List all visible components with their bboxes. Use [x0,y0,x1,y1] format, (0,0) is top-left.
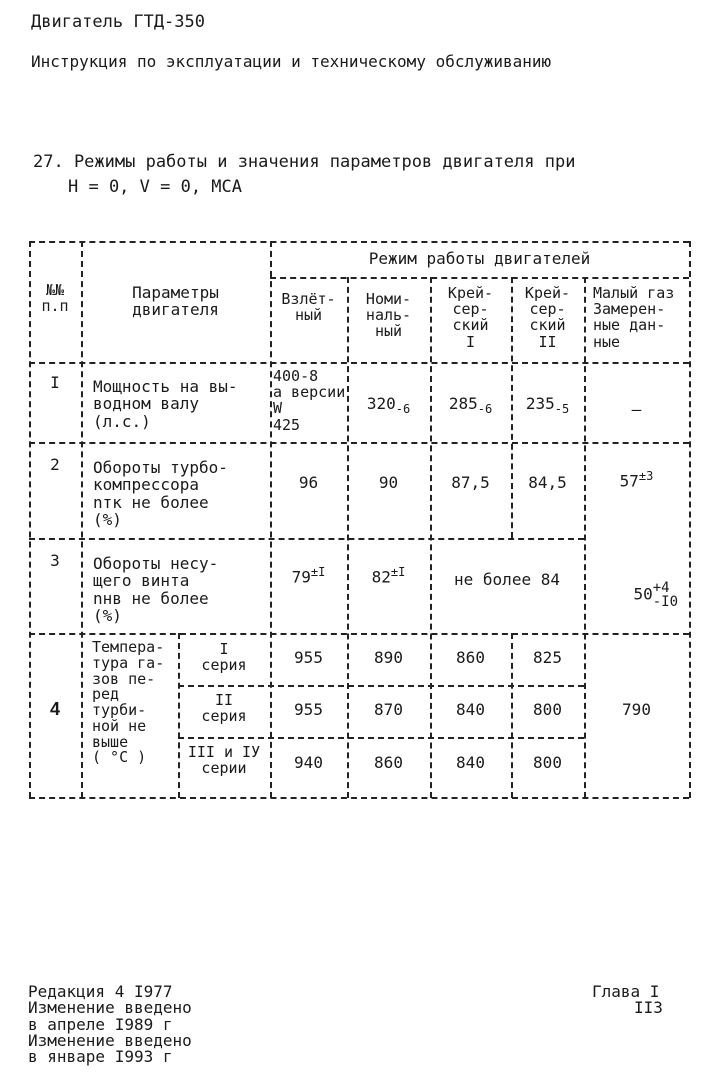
row4-s3-cruise1: 840 [456,753,485,772]
row4-s1-cruise1: 860 [456,648,485,667]
table-divider-series1 [178,685,584,687]
row1-nominal-value: 320 [366,394,396,413]
row3-takeoff-tolerance: ±I [310,565,326,579]
header-num: №№ п.п [41,281,69,316]
manual-title: Инструкция по эксплуатации и техническому обслуживанию [31,52,552,71]
row4-s3-takeoff: 940 [294,753,323,772]
row2-cruise2: 84,5 [528,473,567,492]
row2-takeoff: 96 [298,473,319,492]
revision-notes: Редакция 4 I977 Изменение введено в апреле I989 г Изменение введено в январе I993 г [28,982,192,1067]
row3-idle-tolerance-down: -I0 [652,594,679,611]
row3-nominal-value: 82 [371,567,391,587]
table-divider-row1 [29,442,689,444]
row3-idle [586,564,687,627]
chapter-label: Глава I [592,982,660,1001]
table-border-right [689,241,691,798]
row1-cruise1-tolerance: -6 [477,402,493,417]
row1-cruise1-value: 285 [448,394,478,413]
row1-cruise2-tolerance: -5 [554,402,570,417]
row3-takeoff-value: 79 [291,567,311,587]
header-cruise1: Крей- сер- ский I [447,284,494,351]
row3-nominal-tolerance: ±I [390,565,406,579]
row3-idle-value: 50 [633,584,653,604]
row1-idle: – [631,400,642,419]
row3-cruise: не более 84 [454,570,560,589]
section-conditions: Н = 0, V = 0, МСА [68,177,242,197]
row3-idle-tolerance-up: +4 [652,580,670,597]
table-border-bottom [29,797,689,799]
row3-num: 3 [50,551,60,570]
row1-param: Мощность на вы- водном валу (л.с.) [93,377,238,431]
row4-s2-takeoff: 955 [294,700,323,719]
table-col-nominal [430,277,432,798]
table-divider-row3 [29,633,689,635]
header-modes: Режим работы двигателей [368,249,591,268]
row1-cruise2-value: 235 [525,394,555,413]
row4-idle: 790 [622,700,651,719]
row4-s3-cruise2: 800 [533,753,562,772]
row4-s3-nominal: 860 [374,753,403,772]
table-col-num [81,241,83,798]
header-cruise2: Крей- сер- ский II [524,284,571,351]
header-takeoff: Взлёт- ный [281,290,336,325]
engine-title: Двигатель ГТД-350 [31,12,205,32]
header-param: Параметры двигателя [132,283,219,320]
row1-cruise1 [432,395,509,416]
row4-param: Темпера- тура га- зов пе- ред турби- ной не выше ( °С ) [92,638,165,767]
row4-s2-nominal: 870 [374,700,403,719]
table-divider-row2 [29,538,584,540]
row4-series1: I серия [201,640,247,675]
table-divider-header [29,362,689,364]
table-col-takeoff [347,277,349,798]
row1-num: I [50,373,60,392]
row4-series3: III и IУ серии [187,743,261,778]
row2-nominal: 90 [378,473,399,492]
row1-cruise2 [513,395,582,416]
row2-idle [586,470,687,490]
row1-nominal [349,395,428,416]
row4-series2: II серия [201,691,247,726]
table-border-top [29,241,689,243]
row4-s1-cruise2: 825 [533,648,562,667]
row3-param: Обороты несу- щего винта nнв не более (%) [93,554,219,625]
section-title: 27. Режимы работы и значения параметров двигателя при [33,152,576,172]
header-nominal: Номи- наль- ный [365,290,412,341]
header-idle: Малый газ Замерен- ные дан- ные [593,284,675,351]
row4-s1-takeoff: 955 [294,648,323,667]
row4-s2-cruise2: 800 [533,700,562,719]
table-divider-modes [270,277,689,279]
table-divider-series2 [178,737,584,739]
row2-idle-tolerance: ±3 [638,469,654,483]
row2-param: Обороты турбо- компрессора nтк не более (%) [93,458,228,529]
page-number: II3 [634,998,663,1017]
row3-nominal [349,566,428,586]
row3-takeoff [272,566,345,586]
row2-num: 2 [50,455,60,474]
row1-nominal-tolerance: -6 [395,402,411,417]
table-col-cruise2 [584,277,586,798]
row4-num: 4 [49,699,60,719]
row2-cruise1: 87,5 [451,473,490,492]
row2-idle-value: 57 [619,471,639,491]
row4-s2-cruise1: 840 [456,700,485,719]
row4-s1-nominal: 890 [374,648,403,667]
row1-takeoff: 400-8 а версии W 425 [273,367,346,434]
